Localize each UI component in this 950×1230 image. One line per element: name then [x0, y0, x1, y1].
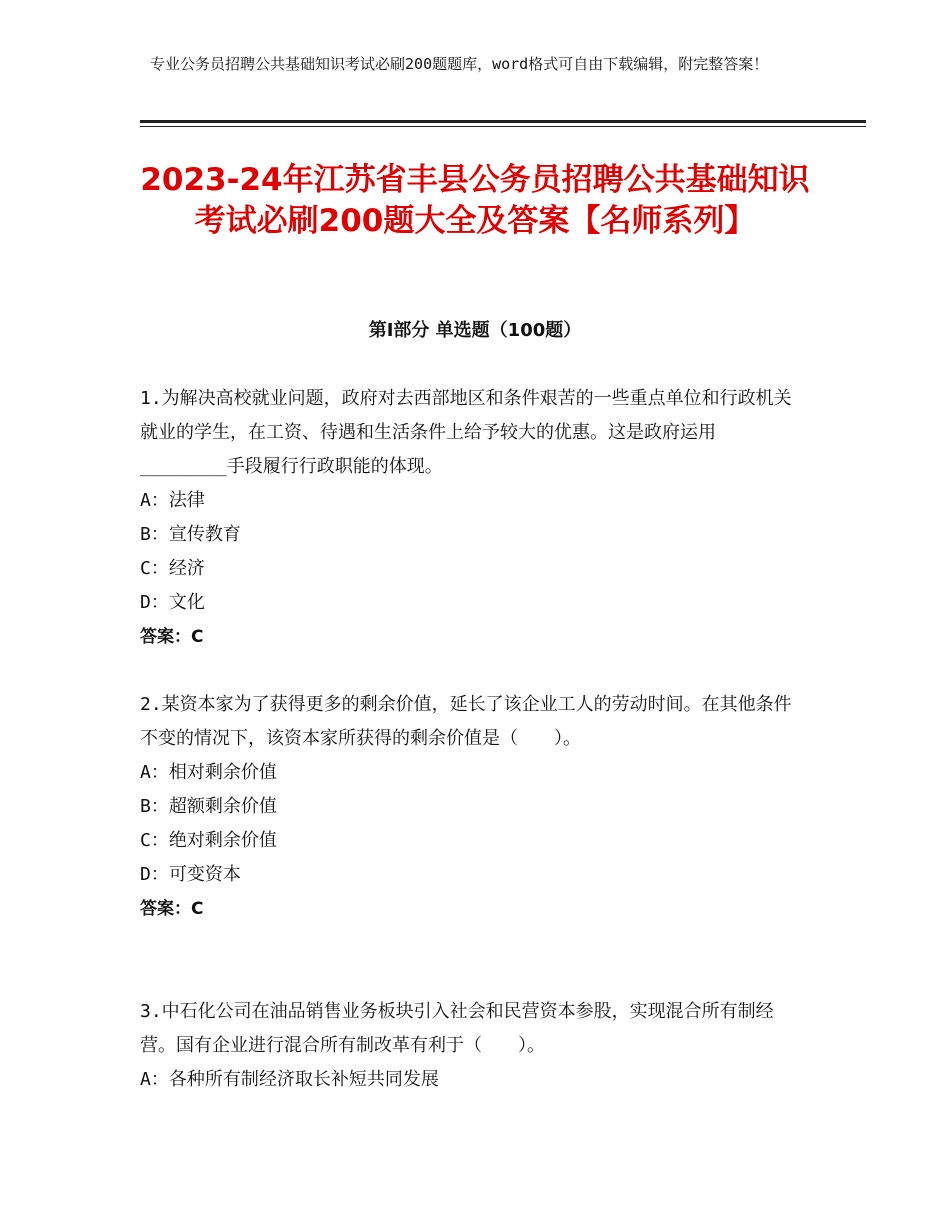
question-3	[140, 995, 800, 1097]
question-stem: 1.为解决高校就业问题，政府对去西部地区和条件艰苦的一些重点单位和行政机关就业的学生，在工资、待遇和生活条件上给予较大的优惠。这是政府运用________手段履行行政职能的体现。	[140, 388, 792, 477]
section-title: 第Ⅰ部分 单选题（100题）	[368, 320, 582, 341]
option-a: A：法律	[140, 490, 205, 511]
option-c: C：绝对剩余价值	[140, 830, 277, 851]
option-d: D：文化	[140, 592, 205, 613]
option-d: D：可变资本	[140, 864, 241, 885]
option-a: A：各种所有制经济取长补短共同发展	[140, 1069, 439, 1090]
header-note: 专业公务员招聘公共基础知识考试必刷200题题库，word格式可自由下载编辑，附完整答案！	[150, 55, 769, 73]
option-a: A：相对剩余价值	[140, 762, 277, 783]
answer: 答案：C	[140, 899, 204, 919]
answer: 答案：C	[140, 627, 204, 647]
header-rule-thin	[140, 126, 866, 127]
header-rule-thick	[140, 120, 866, 123]
question-stem: 2.某资本家为了获得更多的剩余价值，延长了该企业工人的劳动时间。在其他条件不变的情况下，该资本家所获得的剩余价值是（ ）。	[140, 694, 792, 749]
question-2	[140, 688, 800, 926]
option-b: B：超额剩余价值	[140, 796, 277, 817]
question-stem: 3.中石化公司在油品销售业务板块引入社会和民营资本参股，实现混合所有制经营。国有企业进行混合所有制改革有利于（ ）。	[140, 1001, 774, 1056]
question-1	[140, 382, 800, 654]
option-c: C：经济	[140, 558, 205, 579]
option-b: B：宣传教育	[140, 524, 241, 545]
document-title: 2023-24年江苏省丰县公务员招聘公共基础知识考试必刷200题大全及答案【名师系列】	[140, 162, 810, 239]
